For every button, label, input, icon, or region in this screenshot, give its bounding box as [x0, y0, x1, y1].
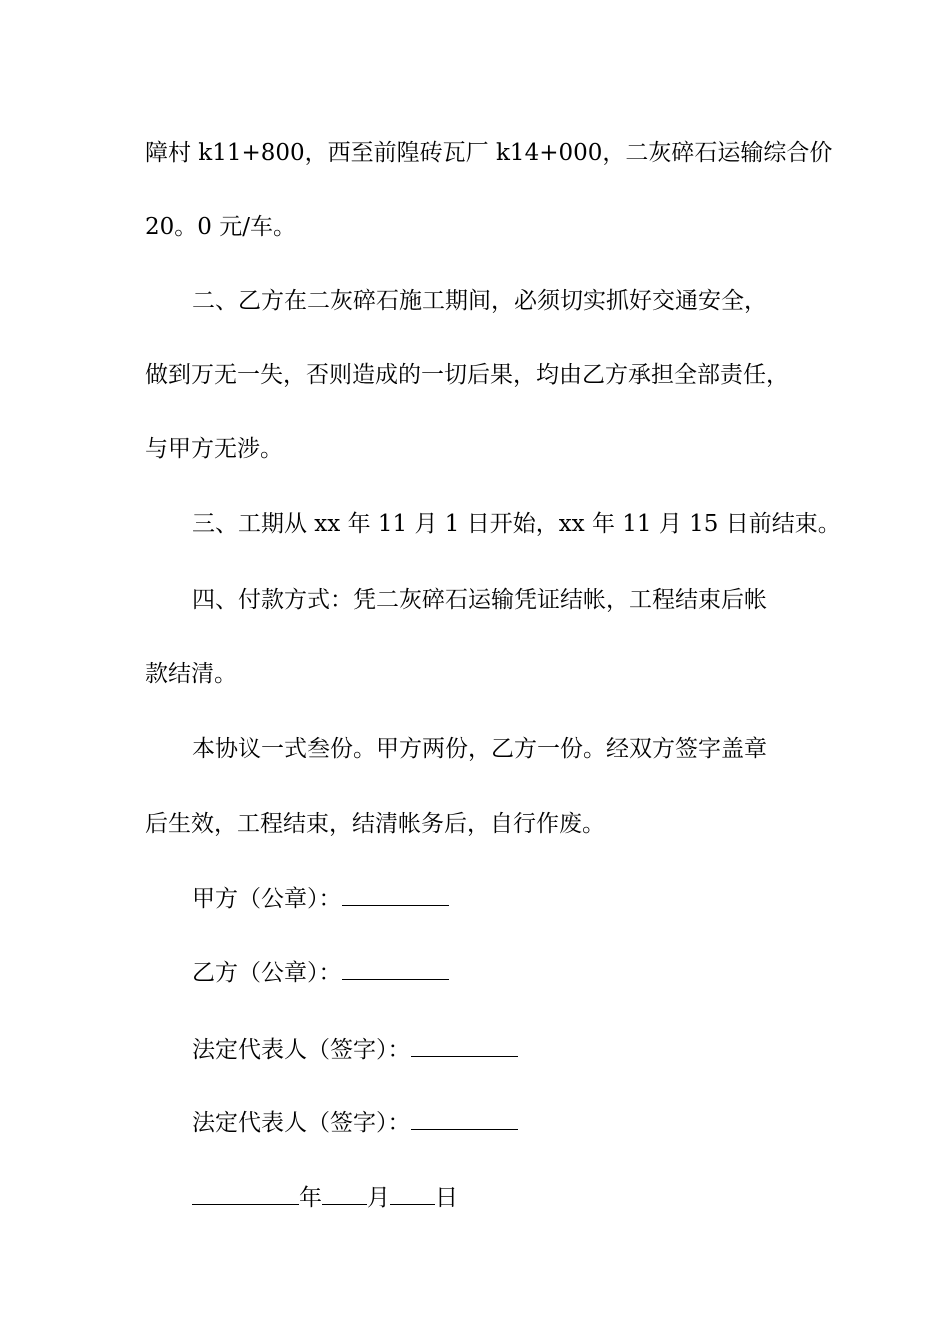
- rep-a-signature-line: [192, 1034, 862, 1064]
- date-day-blank[interactable]: [390, 1182, 435, 1205]
- text-line-4: 做到万无一失，否则造成的一切后果，均由乙方承担全部责任，: [145, 362, 789, 388]
- party-a-seal-blank[interactable]: [342, 883, 449, 906]
- rep-a-signature-blank[interactable]: [411, 1034, 518, 1057]
- text-line-2: 20。0 元/车。: [145, 214, 296, 240]
- party-b-seal-line: [192, 957, 862, 987]
- rep-b-signature-label: 法定代表人（签字）：: [192, 1110, 411, 1136]
- date-month-blank[interactable]: [322, 1182, 367, 1205]
- text-line-5: 与甲方无涉。: [145, 436, 283, 462]
- party-a-seal-line: [192, 883, 862, 913]
- clause-three: 三、工期从 xx 年 11 月 1 日开始，xx 年 11 月 15 日前结束。: [192, 511, 841, 537]
- rep-b-signature-blank[interactable]: [411, 1107, 518, 1130]
- date-day-label: 日: [435, 1185, 458, 1211]
- date-month-label: 月: [367, 1185, 390, 1211]
- party-a-seal-label: 甲方（公章）：: [192, 886, 342, 912]
- text-line-1: 障村 k11+800，西至前隍砖瓦厂 k14+000，二灰碎石运输综合价: [145, 140, 833, 166]
- clause-four-start: 四、付款方式：凭二灰碎石运输凭证结帐，工程结束后帐: [192, 587, 767, 613]
- clause-two-start: 二、乙方在二灰碎石施工期间，必须切实抓好交通安全，: [192, 288, 767, 314]
- date-year-label: 年: [299, 1185, 322, 1211]
- rep-b-signature-line: [192, 1107, 862, 1137]
- text-line-10: 后生效，工程结束，结清帐务后，自行作废。: [145, 811, 605, 837]
- rep-a-signature-label: 法定代表人（签字）：: [192, 1037, 411, 1063]
- text-line-8: 款结清。: [145, 661, 237, 687]
- date-line: [192, 1182, 862, 1212]
- party-b-seal-label: 乙方（公章）：: [192, 960, 342, 986]
- date-year-blank[interactable]: [192, 1182, 299, 1205]
- agreement-copies-start: 本协议一式叁份。甲方两份，乙方一份。经双方签字盖章: [192, 736, 767, 762]
- party-b-seal-blank[interactable]: [342, 957, 449, 980]
